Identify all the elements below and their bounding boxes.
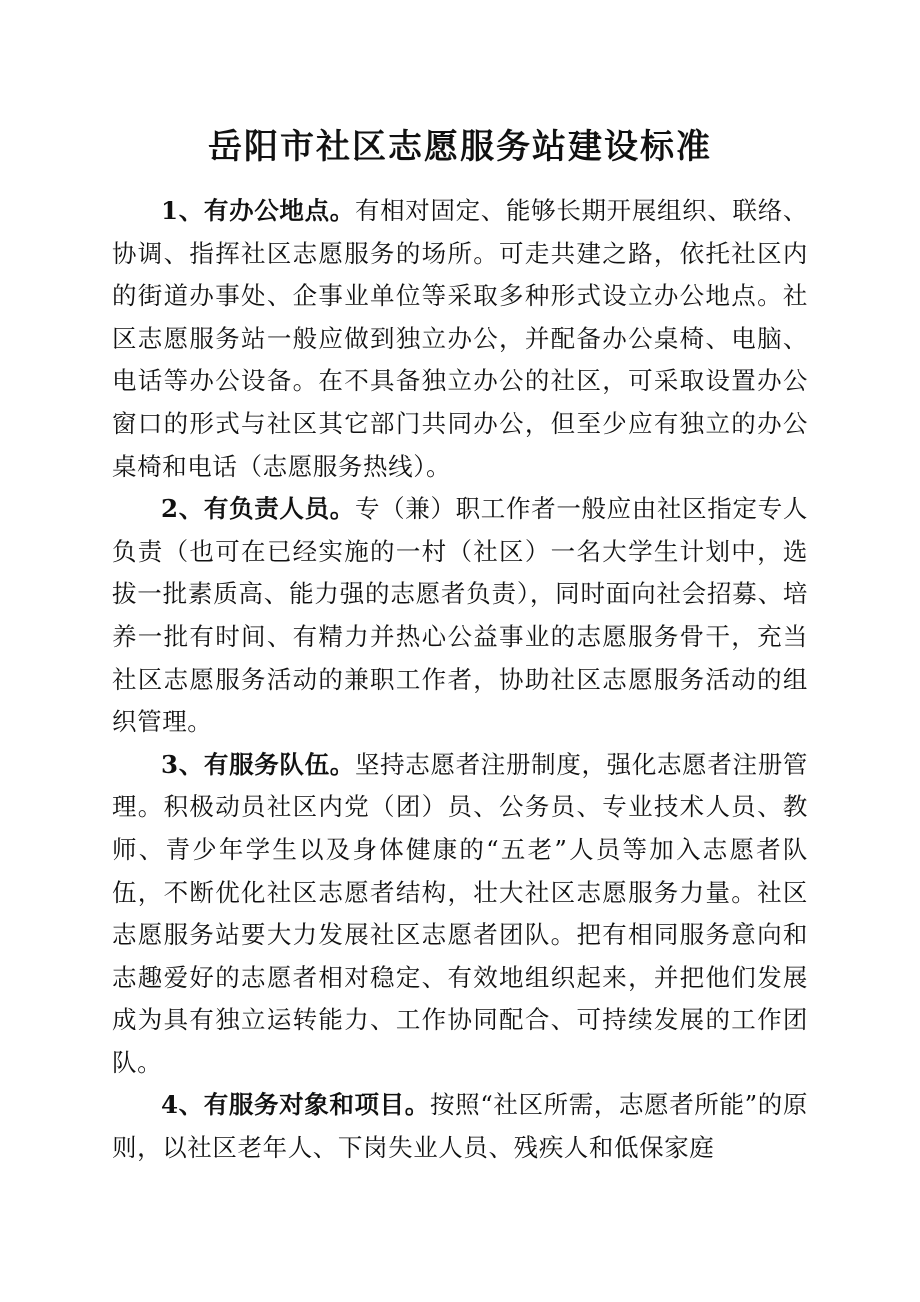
section-4-text: 按照“社区所需，志愿者所能”的原则，以社区老年人、下岗失业人员、残疾人和低保家庭	[112, 1090, 808, 1163]
section-4-paragraph	[112, 1084, 808, 1169]
section-2-heading: 2、有负责人员。	[161, 494, 355, 524]
section-3-heading: 3、有服务队伍。	[161, 749, 355, 779]
section-3-text: 坚持志愿者注册制度，强化志愿者注册管理。积极动员社区内党（团）员、公务员、专业技术人员、教师、青少年学生以及身体健康的“五老”人员等加入志愿者队伍，不断优化社区志愿者结构，壮大社区志愿服务力量。社区志愿服务站要大力发展社区志愿者团队。把有相同服务意向和志趣爱好的志愿者相对稳定、有效地组织起来，并把他们发展成为具有独立运转能力、工作协同配合、可持续发展的工作团队。	[112, 749, 808, 1077]
section-2-paragraph	[112, 488, 808, 744]
section-4-heading: 4、有服务对象和项目。	[161, 1090, 430, 1120]
section-1-text: 有相对固定、能够长期开展组织、联络、协调、指挥社区志愿服务的场所。可走共建之路，依托社区内的街道办事处、企事业单位等采取多种形式设立办公地点。社区志愿服务站一般应做到独立办公，并配备办公桌椅、电脑、电话等办公设备。在不具备独立办公的社区，可采取设置办公窗口的形式与社区其它部门共同办公，但至少应有独立的办公桌椅和电话（志愿服务热线）。	[112, 196, 808, 481]
section-2-text: 专（兼）职工作者一般应由社区指定专人负责（也可在已经实施的一村（社区）一名大学生计划中，选拔一批素质高、能力强的志愿者负责），同时面向社会招募、培养一批有时间、有精力并热心公益事业的志愿服务骨干，充当社区志愿服务活动的兼职工作者，协助社区志愿服务活动的组织管理。	[112, 494, 808, 737]
document-body	[112, 190, 808, 1170]
section-1-paragraph	[112, 190, 808, 488]
page-title: 岳阳市社区志愿服务站建设标准	[208, 127, 712, 167]
section-1-heading: 1、有办公地点。	[161, 196, 355, 225]
section-3-paragraph	[112, 744, 808, 1085]
